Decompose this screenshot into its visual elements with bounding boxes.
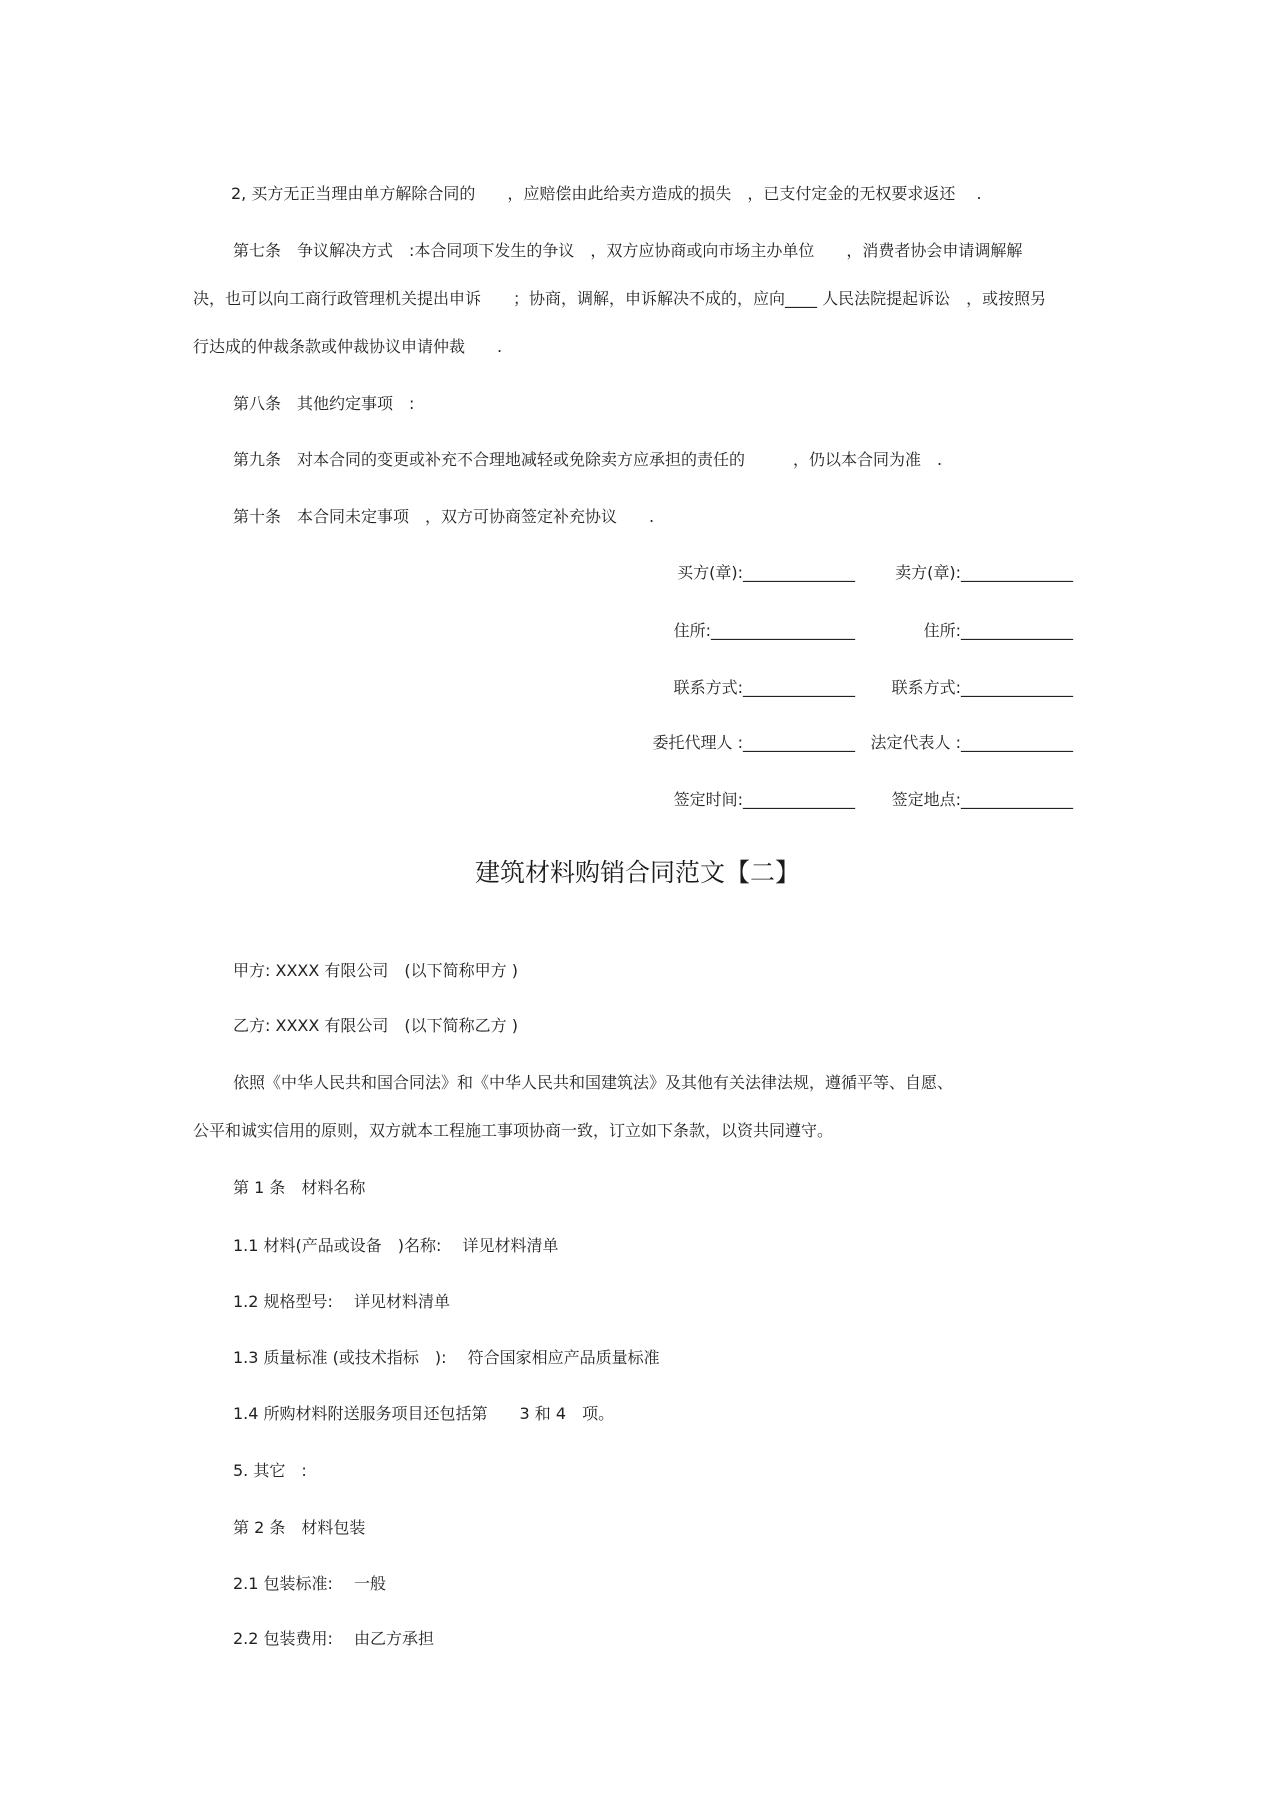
item-2-1: 2.1 包装标准: 一般 xyxy=(233,1574,387,1593)
article-7-line-1: 第七条 争议解决方式 :本合同项下发生的争议 ，双方应协商或向市场主办单位 ，消费者协会申请调解解 xyxy=(233,241,1023,260)
article-2-heading: 第 2 条 材料包装 xyxy=(233,1518,366,1537)
seller-contact-field: 联系方式:______________ xyxy=(891,678,1073,697)
section-title: 建筑材料购销合同范文【二】 xyxy=(474,858,800,887)
sign-place-field: 签定地点:______________ xyxy=(891,790,1073,809)
seller-address-field: 住所:______________ xyxy=(923,621,1073,640)
buyer-seal-field: 买方(章):______________ xyxy=(677,563,855,582)
party-a: 甲方: XXXX 有限公司 (以下简称甲方 ) xyxy=(233,961,518,980)
item-1-2: 1.2 规格型号: 详见材料清单 xyxy=(233,1292,451,1311)
article-7-line-3: 行达成的仲裁条款或仲裁协议申请仲裁 . xyxy=(193,337,503,356)
article-7-line-2: 决，也可以向工商行政管理机关提出申诉 ；协商，调解，申诉解决不成的，应向____ 人民法院提起诉讼 ，或按照另 xyxy=(193,289,1047,308)
article-9: 第九条 对本合同的变更或补充不合理地减轻或免除卖方应承担的责任的 ，仍以本合同为准 . xyxy=(233,450,943,469)
article-8: 第八条 其他约定事项 : xyxy=(233,394,415,413)
item-5: 5. 其它 : xyxy=(233,1461,307,1480)
item-1-1: 1.1 材料(产品或设备 )名称: 详见材料清单 xyxy=(233,1236,559,1255)
sign-time-field: 签定时间:______________ xyxy=(673,790,855,809)
party-b: 乙方: XXXX 有限公司 (以下简称乙方 ) xyxy=(233,1016,518,1035)
article-10: 第十条 本合同未定事项 ，双方可协商签定补充协议 . xyxy=(233,507,655,526)
clause-buyer-default: 2, 买方无正当理由单方解除合同的 ，应赔偿由此给卖方造成的损失 ，已支付定金的无权要求返还 . xyxy=(231,184,982,203)
buyer-contact-field: 联系方式:______________ xyxy=(673,678,855,697)
agent-field: 委托代理人 :______________ xyxy=(652,733,855,752)
intro-line-2: 公平和诚实信用的原则，双方就本工程施工事项协商一致，订立如下条款，以资共同遵守。 xyxy=(193,1121,834,1140)
buyer-address-field: 住所:__________________ xyxy=(673,621,855,640)
legal-rep-field: 法定代表人 :______________ xyxy=(870,733,1073,752)
item-2-2: 2.2 包装费用: 由乙方承担 xyxy=(233,1629,435,1648)
article-1-heading: 第 1 条 材料名称 xyxy=(233,1178,366,1197)
intro-line-1: 依照《中华人民共和国合同法》和《中华人民共和国建筑法》及其他有关法律法规，遵循平等、自愿、 xyxy=(233,1073,954,1092)
item-1-4: 1.4 所购材料附送服务项目还包括第 3 和 4 项。 xyxy=(233,1404,615,1423)
seller-seal-field: 卖方(章):______________ xyxy=(895,563,1073,582)
item-1-3: 1.3 质量标准 (或技术指标 ): 符合国家相应产品质量标准 xyxy=(233,1348,660,1367)
